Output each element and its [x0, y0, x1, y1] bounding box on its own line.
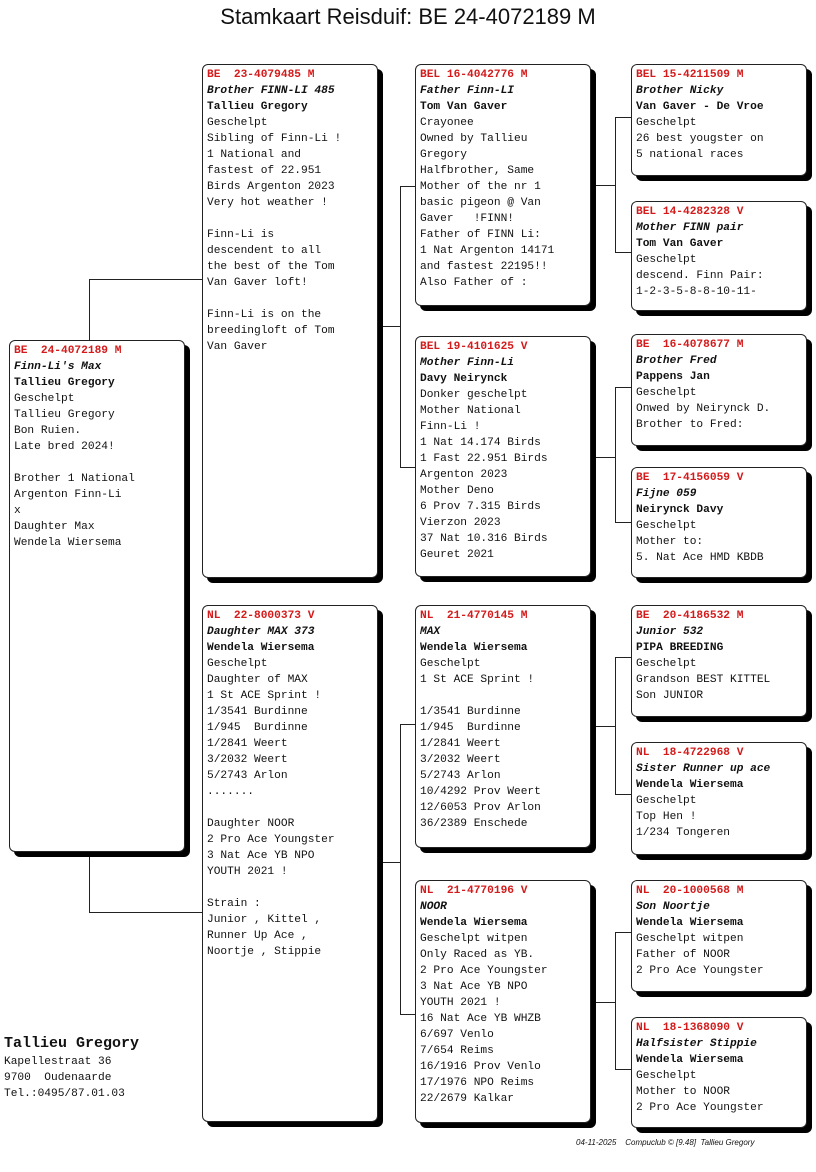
ring-number: NL 22-8000373 V [207, 610, 315, 622]
card-line: 36/2389 Enschede [420, 818, 528, 830]
card-line: 26 best yougster on [636, 133, 764, 145]
pigeon-name: Son Noortje [636, 901, 710, 913]
connector-line [377, 326, 400, 327]
pigeon-card-ggp-4[interactable] [631, 467, 807, 578]
card-line: Halfbrother, Same [420, 165, 535, 177]
card-line [420, 688, 586, 704]
connector-line [589, 726, 615, 727]
card-line: 3/2032 Weert [207, 754, 288, 766]
pigeon-card-ggp-6[interactable] [631, 742, 807, 855]
owner-name: Tallieu Gregory [207, 101, 308, 113]
card-line: Argenton 2023 [420, 469, 508, 481]
card-line: 5 national races [636, 149, 744, 161]
ring-number: NL 21-4770145 M [420, 610, 528, 622]
card-line: 1 National and [207, 149, 301, 161]
connector-line [89, 912, 204, 913]
pigeon-name: Brother Fred [636, 355, 717, 367]
card-line: 12/6053 Prov Arlon [420, 802, 541, 814]
card-line: Finn-Li is [207, 229, 275, 241]
pigeon-name: Junior 532 [636, 626, 704, 638]
ring-number: BEL 15-4211509 M [636, 69, 744, 81]
owner-name: Tom Van Gaver [636, 238, 724, 250]
pigeon-name: Fijne 059 [636, 488, 697, 500]
card-line: Geuret 2021 [420, 549, 494, 561]
pigeon-card-mother[interactable] [202, 605, 378, 1122]
card-line: Mother of the nr 1 [420, 181, 541, 193]
card-line: Donker geschelpt [420, 389, 528, 401]
owner-name: Wendela Wiersema [207, 642, 315, 654]
card-line: Tallieu Gregory [14, 409, 115, 421]
connector-line [615, 117, 616, 253]
footer-text: 04-11-2025 Compuclub © [9.48] Tallieu Gregory [576, 1138, 755, 1147]
pigeon-name: Mother Finn-Li [420, 357, 514, 369]
ring-number: NL 21-4770196 V [420, 885, 528, 897]
card-line: 1-2-3-5-8-8-10-11- [636, 286, 757, 298]
card-line [207, 880, 373, 896]
card-line: Birds Argenton 2023 [207, 181, 335, 193]
card-line: 1 Nat Argenton 14171 [420, 245, 555, 257]
card-line: Owned by Tallieu [420, 133, 528, 145]
card-line: 22/2679 Kalkar [420, 1093, 514, 1105]
card-line: Daughter of MAX [207, 674, 308, 686]
pigeon-card-ggp-1[interactable] [631, 64, 807, 176]
owner-name: Van Gaver - De Vroe [636, 101, 764, 113]
card-line: Father of FINN Li: [420, 229, 541, 241]
pigeon-name: Brother FINN-LI 485 [207, 85, 335, 97]
card-line: Grandson BEST KITTEL [636, 674, 771, 686]
card-line: Noortje , Stippie [207, 946, 322, 958]
card-line: 6 Prov 7.315 Birds [420, 501, 541, 513]
card-line: 3/2032 Weert [420, 754, 501, 766]
card-line: 5/2743 Arlon [420, 770, 501, 782]
connector-line [589, 185, 615, 186]
card-line: Daughter Max [14, 521, 95, 533]
card-line: Father of NOOR [636, 949, 730, 961]
card-line [14, 455, 180, 471]
owner-name: PIPA BREEDING [636, 642, 724, 654]
card-line: Gaver !FINN! [420, 213, 514, 225]
owner-name: Wendela Wiersema [420, 917, 528, 929]
connector-line [89, 279, 204, 280]
card-line: Onwed by Neirynck D. [636, 403, 771, 415]
card-line: 2 Pro Ace Youngster [636, 965, 764, 977]
card-line: 37 Nat 10.316 Birds [420, 533, 548, 545]
breeder-info [4, 1034, 139, 1102]
breeder-address: Kapellestraat 36 [4, 1056, 112, 1068]
connector-line [89, 279, 90, 341]
card-line: Crayonee [420, 117, 474, 129]
connector-line [400, 724, 401, 1015]
card-line: Geschelpt [14, 393, 75, 405]
card-line: Finn-Li is on the [207, 309, 322, 321]
card-line: YOUTH 2021 ! [207, 866, 288, 878]
card-line: Wendela Wiersema [14, 537, 122, 549]
card-line: 7/654 Reims [420, 1045, 494, 1057]
card-line: Brother 1 National [14, 473, 135, 485]
card-line: 3 Nat Ace YB NPO [207, 850, 315, 862]
owner-name: Wendela Wiersema [420, 642, 528, 654]
pigeon-name: Sister Runner up ace [636, 763, 771, 775]
pigeon-card-ggp-7[interactable] [631, 880, 807, 992]
card-line: 16/1916 Prov Venlo [420, 1061, 541, 1073]
card-line: Mother to: [636, 536, 704, 548]
card-line: descend. Finn Pair: [636, 270, 764, 282]
pigeon-card-ggp-2[interactable] [631, 201, 807, 311]
card-line: the best of the Tom [207, 261, 335, 273]
card-line: Geschelpt [207, 117, 268, 129]
ring-number: BEL 19-4101625 V [420, 341, 528, 353]
card-line: Bon Ruien. [14, 425, 82, 437]
card-line: 1 St ACE Sprint ! [207, 690, 322, 702]
ring-number: BEL 16-4042776 M [420, 69, 528, 81]
ring-number: BE 16-4078677 M [636, 339, 744, 351]
card-line: Very hot weather ! [207, 197, 328, 209]
owner-name: Neirynck Davy [636, 504, 724, 516]
ring-number: BE 20-4186532 M [636, 610, 744, 622]
connector-line [615, 1069, 632, 1070]
breeder-city: 9700 Oudenaarde [4, 1072, 112, 1084]
card-line: Finn-Li ! [420, 421, 481, 433]
owner-name: Tom Van Gaver [420, 101, 508, 113]
card-line [207, 800, 373, 816]
card-line: ....... [207, 786, 254, 798]
card-line: Van Gaver loft! [207, 277, 308, 289]
card-line: Son JUNIOR [636, 690, 704, 702]
breeder-name: Tallieu Gregory [4, 1035, 140, 1052]
page-title: Stamkaart Reisduif: BE 24-4072189 M [220, 4, 596, 29]
ring-number: NL 18-4722968 V [636, 747, 744, 759]
card-line: 10/4292 Prov Weert [420, 786, 541, 798]
connector-line [615, 252, 632, 253]
ring-number: BE 23-4079485 M [207, 69, 315, 81]
card-line: Late bred 2024! [14, 441, 115, 453]
card-line: Gregory [420, 149, 467, 161]
card-line: Strain : [207, 898, 261, 910]
ring-number: BE 24-4072189 M [14, 345, 122, 357]
card-line: 1/945 Burdinne [207, 722, 308, 734]
card-line: Geschelpt [207, 658, 268, 670]
connector-line [377, 862, 400, 863]
card-line: breedingloft of Tom [207, 325, 335, 337]
owner-name: Wendela Wiersema [636, 917, 744, 929]
connector-line [615, 387, 632, 388]
card-line: x [14, 505, 21, 517]
ring-number: NL 20-1000568 M [636, 885, 744, 897]
connector-line [615, 657, 616, 795]
card-line: 1/3541 Burdinne [207, 706, 308, 718]
card-line: Junior , Kittel , [207, 914, 322, 926]
pigeon-card-maternal-grandfather[interactable] [415, 605, 591, 848]
card-line: Mother National [420, 405, 521, 417]
pigeon-name: Halfsister Stippie [636, 1038, 757, 1050]
card-line: Geschelpt [420, 658, 481, 670]
ring-number: NL 18-1368090 V [636, 1022, 744, 1034]
pigeon-card-ggp-5[interactable] [631, 605, 807, 717]
pigeon-name: Finn-Li's Max [14, 361, 102, 373]
pigeon-name: MAX [420, 626, 441, 638]
card-line: descendent to all [207, 245, 322, 257]
ring-number: BEL 14-4282328 V [636, 206, 744, 218]
card-line: Geschelpt [636, 795, 697, 807]
card-line: Daughter NOOR [207, 818, 295, 830]
card-line: 1 Nat 14.174 Birds [420, 437, 541, 449]
connector-line [615, 387, 616, 523]
connector-line [615, 794, 632, 795]
card-line: 2 Pro Ace Youngster [636, 1102, 764, 1114]
card-line: 6/697 Venlo [420, 1029, 494, 1041]
card-line: YOUTH 2021 ! [420, 997, 501, 1009]
card-line: 5/2743 Arlon [207, 770, 288, 782]
pigeon-name: Brother Nicky [636, 85, 724, 97]
owner-name: Wendela Wiersema [636, 779, 744, 791]
card-line: Van Gaver [207, 341, 268, 353]
pigeon-name: NOOR [420, 901, 447, 913]
card-line: Vierzon 2023 [420, 517, 501, 529]
card-line: Geschelpt witpen [636, 933, 744, 945]
card-line: Runner Up Ace , [207, 930, 308, 942]
card-line: Only Raced as YB. [420, 949, 535, 961]
pigeon-card-ggp-3[interactable] [631, 334, 807, 446]
card-line: basic pigeon @ Van [420, 197, 541, 209]
pigeon-name: Mother FINN pair [636, 222, 744, 234]
card-line: Geschelpt witpen [420, 933, 528, 945]
connector-line [615, 932, 616, 1070]
card-line: and fastest 22195!! [420, 261, 548, 273]
owner-name: Pappens Jan [636, 371, 710, 383]
card-line: Geschelpt [636, 254, 697, 266]
card-line: Geschelpt [636, 658, 697, 670]
pigeon-card-paternal-grandfather[interactable] [415, 64, 591, 306]
connector-line [589, 1002, 615, 1003]
card-line: 1/3541 Burdinne [420, 706, 521, 718]
card-line: 1 Fast 22.951 Birds [420, 453, 548, 465]
card-line: 1/2841 Weert [420, 738, 501, 750]
pigeon-name: Daughter MAX 373 [207, 626, 315, 638]
card-line: fastest of 22.951 [207, 165, 322, 177]
card-line: 2 Pro Ace Youngster [207, 834, 335, 846]
card-line: Mother to NOOR [636, 1086, 730, 1098]
card-line: 1/2841 Weert [207, 738, 288, 750]
card-line: 1 St ACE Sprint ! [420, 674, 535, 686]
connector-line [615, 657, 632, 658]
card-line: 2 Pro Ace Youngster [420, 965, 548, 977]
card-line: 3 Nat Ace YB NPO [420, 981, 528, 993]
connector-line [615, 522, 632, 523]
pigeon-name: Father Finn-LI [420, 85, 514, 97]
card-line: 1/945 Burdinne [420, 722, 521, 734]
card-line [207, 291, 373, 307]
pigeon-card-subject[interactable] [9, 340, 185, 852]
owner-name: Tallieu Gregory [14, 377, 115, 389]
owner-name: Wendela Wiersema [636, 1054, 744, 1066]
connector-line [615, 932, 632, 933]
card-line: Sibling of Finn-Li ! [207, 133, 342, 145]
owner-name: Davy Neirynck [420, 373, 508, 385]
card-line: Top Hen ! [636, 811, 697, 823]
connector-line [589, 457, 615, 458]
card-line: 17/1976 NPO Reims [420, 1077, 535, 1089]
card-line: Brother to Fred: [636, 419, 744, 431]
card-line [207, 211, 373, 227]
card-line: Also Father of : [420, 277, 528, 289]
pigeon-card-paternal-grandmother[interactable] [415, 336, 591, 577]
card-line: 16 Nat Ace YB WHZB [420, 1013, 541, 1025]
connector-line [615, 117, 632, 118]
connector-line [400, 186, 401, 468]
pigeon-card-maternal-grandmother[interactable] [415, 880, 591, 1123]
pigeon-card-ggp-8[interactable] [631, 1017, 807, 1128]
card-line: Geschelpt [636, 1070, 697, 1082]
ring-number: BE 17-4156059 V [636, 472, 744, 484]
connector-line [89, 850, 90, 912]
card-line: 1/234 Tongeren [636, 827, 730, 839]
card-line: Mother Deno [420, 485, 494, 497]
card-line: 5. Nat Ace HMD KBDB [636, 552, 764, 564]
breeder-phone: Tel.:0495/87.01.03 [4, 1088, 125, 1100]
card-line: Argenton Finn-Li [14, 489, 122, 501]
card-line: Geschelpt [636, 387, 697, 399]
pigeon-card-father[interactable] [202, 64, 378, 578]
card-line: Geschelpt [636, 117, 697, 129]
card-line: Geschelpt [636, 520, 697, 532]
